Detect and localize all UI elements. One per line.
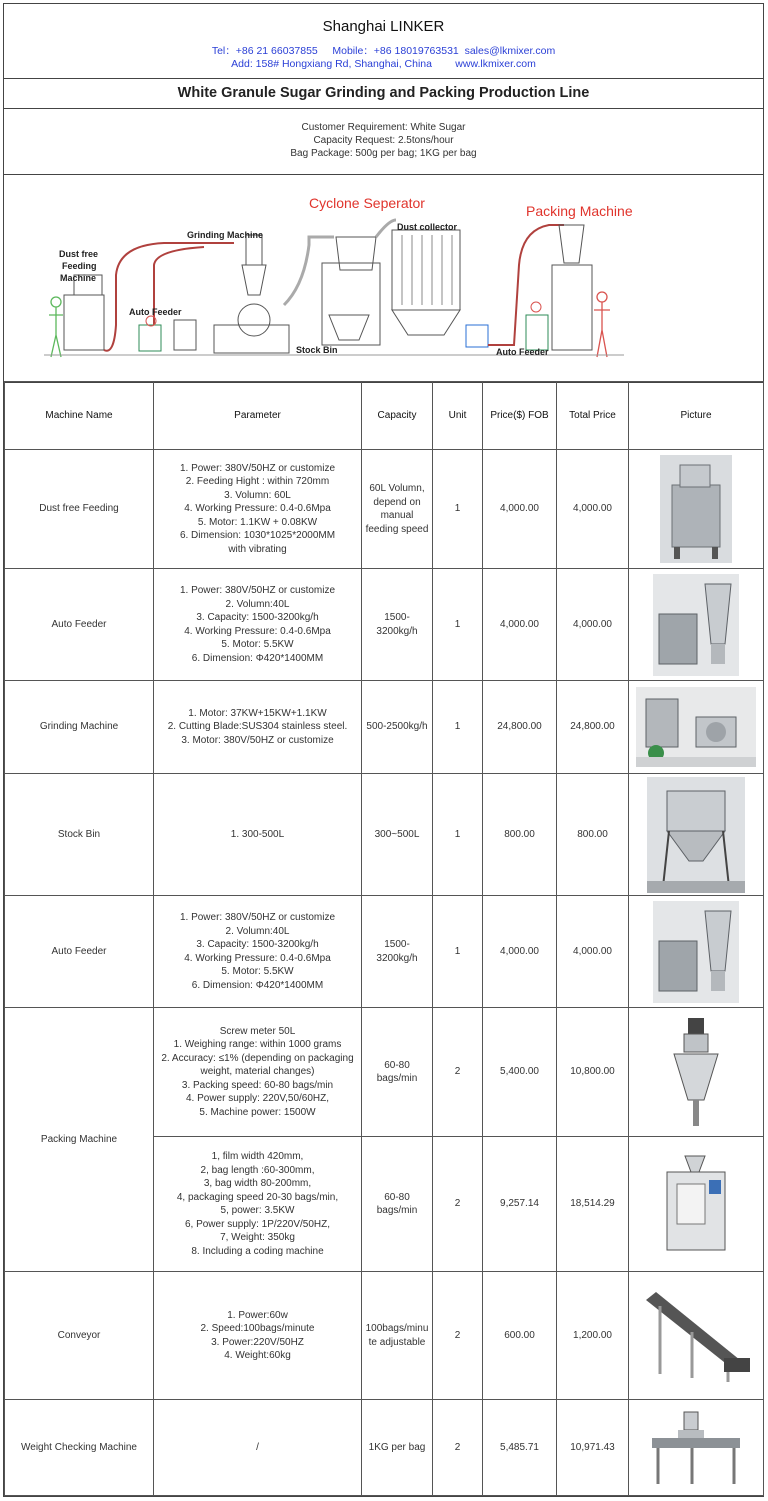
table-row xyxy=(5,1272,764,1400)
machine-name: Grinding Machine xyxy=(5,681,154,774)
machine-capacity: 300~500L xyxy=(362,774,433,896)
table-header-row xyxy=(5,382,764,450)
dust-free-label-1: Dust free xyxy=(59,249,99,259)
machine-parameters: 1. Power: 380V/50HZ or customize 2. Volumn:40L 3. Capacity: 1500-3200kg/h 4. Working Pressure: 0.4-0.6Mpa 5. Motor: 5.5KW 6. Dimension: Φ420*1400MM xyxy=(154,896,362,1008)
machine-picture xyxy=(629,1272,764,1400)
requirement-package: Bag Package: 500g per bag; 1KG per bag xyxy=(290,148,477,159)
machine-name: Conveyor xyxy=(5,1272,154,1400)
machine-parameters: 1. Power: 380V/50HZ or customize 2. Volumn:40L 3. Capacity: 1500-3200kg/h 4. Working Pressure: 0.4-0.6Mpa 5. Motor: 5.5KW 6. Dimension: Φ420*1400MM xyxy=(154,569,362,681)
machine-price: 5,400.00 xyxy=(483,1008,557,1137)
machine-capacity: 60-80 bags/min xyxy=(362,1008,433,1137)
header-total: Total Price xyxy=(557,382,629,450)
machine-total: 10,800.00 xyxy=(557,1008,629,1137)
machine-parameters: 1. Power:60w 2. Speed:100bags/minute 3. Power:220V/50HZ 4. Weight:60kg xyxy=(154,1272,362,1400)
dust-free-feeder-photo xyxy=(660,455,732,563)
machine-total: 24,800.00 xyxy=(557,681,629,774)
machine-total: 800.00 xyxy=(557,774,629,896)
table-row xyxy=(5,774,764,896)
machine-capacity: 1KG per bag xyxy=(362,1400,433,1496)
dust-collector-label: Dust collector xyxy=(397,222,458,232)
requirement-material: Customer Requirement: White Sugar xyxy=(301,122,466,133)
machine-picture xyxy=(629,896,764,1008)
auto-feeder-photo xyxy=(653,574,739,676)
machine-parameters: 1, film width 420mm, 2, bag length :60-300mm, 3, bag width 80-200mm, 4, packaging speed 20-30 bags/min, 5, power: 3.5KW 6, Power supply: 1P/220V/50HZ, 7, Weight: 350kg 8. Including a coding machine xyxy=(154,1137,362,1272)
machine-total: 18,514.29 xyxy=(557,1137,629,1272)
operator-figure-left xyxy=(49,297,63,357)
machine-total: 4,000.00 xyxy=(557,450,629,569)
machine-total: 4,000.00 xyxy=(557,896,629,1008)
header-parameter: Parameter xyxy=(154,382,362,450)
machine-capacity: 1500- 3200kg/h xyxy=(362,569,433,681)
company-header xyxy=(4,4,763,79)
dust-free-feeder-shape xyxy=(64,295,104,350)
weight-checker-photo xyxy=(648,1408,744,1488)
machine-price: 800.00 xyxy=(483,774,557,896)
requirement-capacity: Capacity Request: 2.5tons/hour xyxy=(313,135,454,146)
contact-line-1: Tel：+86 21 66037855 Mobile：+86 18019763531 sales@lkmixer.com xyxy=(211,45,556,57)
machine-unit: 2 xyxy=(433,1272,483,1400)
machine-parameters: / xyxy=(154,1400,362,1496)
machine-picture xyxy=(629,1137,764,1272)
machine-capacity: 60L Volumn, depend on manual feeding speed xyxy=(362,450,433,569)
stock-bin-label: Stock Bin xyxy=(296,345,338,355)
operator-figure-right xyxy=(594,292,610,357)
machine-price: 24,800.00 xyxy=(483,681,557,774)
machine-capacity: 1500- 3200kg/h xyxy=(362,896,433,1008)
grinding-label: Grinding Machine xyxy=(187,230,264,240)
grinding-machine-photo xyxy=(636,687,756,767)
screw-packing-machine-photo xyxy=(666,1014,726,1130)
layout-drawing xyxy=(4,175,763,381)
machine-total: 4,000.00 xyxy=(557,569,629,681)
production-line-diagram xyxy=(4,175,763,383)
machine-total: 10,971.43 xyxy=(557,1400,629,1496)
document-title: White Granule Sugar Grinding and Packing Production Line xyxy=(4,78,763,109)
machine-parameters: 1. Motor: 37KW+15KW+1.1KW 2. Cutting Blade:SUS304 stainless steel. 3. Motor: 380V/50HZ or customize xyxy=(154,681,362,774)
machine-capacity: 500-2500kg/h xyxy=(362,681,433,774)
table-row xyxy=(5,1400,764,1496)
machine-picture xyxy=(629,450,764,569)
header-capacity: Capacity xyxy=(362,382,433,450)
machine-total: 1,200.00 xyxy=(557,1272,629,1400)
machine-unit: 2 xyxy=(433,1400,483,1496)
machine-unit: 1 xyxy=(433,450,483,569)
auto-feeder-left-label: Auto Feeder xyxy=(129,307,182,317)
machine-price: 4,000.00 xyxy=(483,569,557,681)
quotation-sheet xyxy=(3,3,764,1497)
machine-price: 9,257.14 xyxy=(483,1137,557,1272)
machine-price: 4,000.00 xyxy=(483,450,557,569)
machine-unit: 2 xyxy=(433,1008,483,1137)
header-machine-name: Machine Name xyxy=(5,382,154,450)
cyclone-label: Cyclone Seperator xyxy=(309,195,425,211)
table-row xyxy=(5,1008,764,1137)
stock-bin-photo xyxy=(647,777,745,893)
machine-price: 600.00 xyxy=(483,1272,557,1400)
machine-unit: 1 xyxy=(433,681,483,774)
table-row xyxy=(5,450,764,569)
table-row xyxy=(5,569,764,681)
machine-price: 4,000.00 xyxy=(483,896,557,1008)
machine-capacity: 100bags/minu te adjustable xyxy=(362,1272,433,1400)
machine-capacity: 60-80 bags/min xyxy=(362,1137,433,1272)
auto-feeder-right-label: Auto Feeder xyxy=(496,347,549,357)
header-unit: Unit xyxy=(433,382,483,450)
machine-parameters: 1. Power: 380V/50HZ or customize 2. Feeding Hight : within 720mm 3. Volumn: 60L 4. Working Pressure: 0.4-0.6Mpa 5. Motor: 1.1KW + 0.08KW 6. Dimension: 1030*1025*2000MM with vibrating xyxy=(154,450,362,569)
machine-name: Weight Checking Machine xyxy=(5,1400,154,1496)
machine-parameters: 1. 300-500L xyxy=(154,774,362,896)
machine-name: Packing Machine xyxy=(5,1008,154,1272)
machine-parameters: Screw meter 50L 1. Weighing range: within 1000 grams 2. Accuracy: ≤1% (depending on packaging weight, material changes) 3. Packing speed: 60-80 bags/min 4. Power supply: 220V,50/60HZ, 5. Machine power: 1500W xyxy=(154,1008,362,1137)
auto-feeder-photo xyxy=(653,901,739,1003)
contact-line-2: Add: 158# Hongxiang Rd, Shanghai, China www.lkmixer.com xyxy=(231,58,536,70)
header-picture: Picture xyxy=(629,382,764,450)
machine-unit: 2 xyxy=(433,1137,483,1272)
equipment-table xyxy=(4,381,764,1496)
machine-unit: 1 xyxy=(433,774,483,896)
company-name: Shanghai LINKER xyxy=(322,18,445,35)
machine-name: Auto Feeder xyxy=(5,569,154,681)
vertical-packing-machine-photo xyxy=(659,1154,733,1254)
machine-name: Dust free Feeding xyxy=(5,450,154,569)
machine-name: Auto Feeder xyxy=(5,896,154,1008)
machine-picture xyxy=(629,569,764,681)
machine-unit: 1 xyxy=(433,569,483,681)
machine-picture xyxy=(629,681,764,774)
conveyor-photo xyxy=(640,1286,752,1386)
dust-free-label-2: Feeding xyxy=(62,261,97,271)
machine-picture xyxy=(629,1008,764,1137)
machine-picture xyxy=(629,774,764,896)
table-row xyxy=(5,681,764,774)
table-row xyxy=(5,896,764,1008)
header-price: Price($) FOB xyxy=(483,382,557,450)
machine-unit: 1 xyxy=(433,896,483,1008)
machine-picture xyxy=(629,1400,764,1496)
machine-name: Stock Bin xyxy=(5,774,154,896)
packing-label: Packing Machine xyxy=(526,203,633,219)
machine-price: 5,485.71 xyxy=(483,1400,557,1496)
customer-requirements xyxy=(4,108,763,175)
dust-free-label-3: Machine xyxy=(60,273,97,283)
